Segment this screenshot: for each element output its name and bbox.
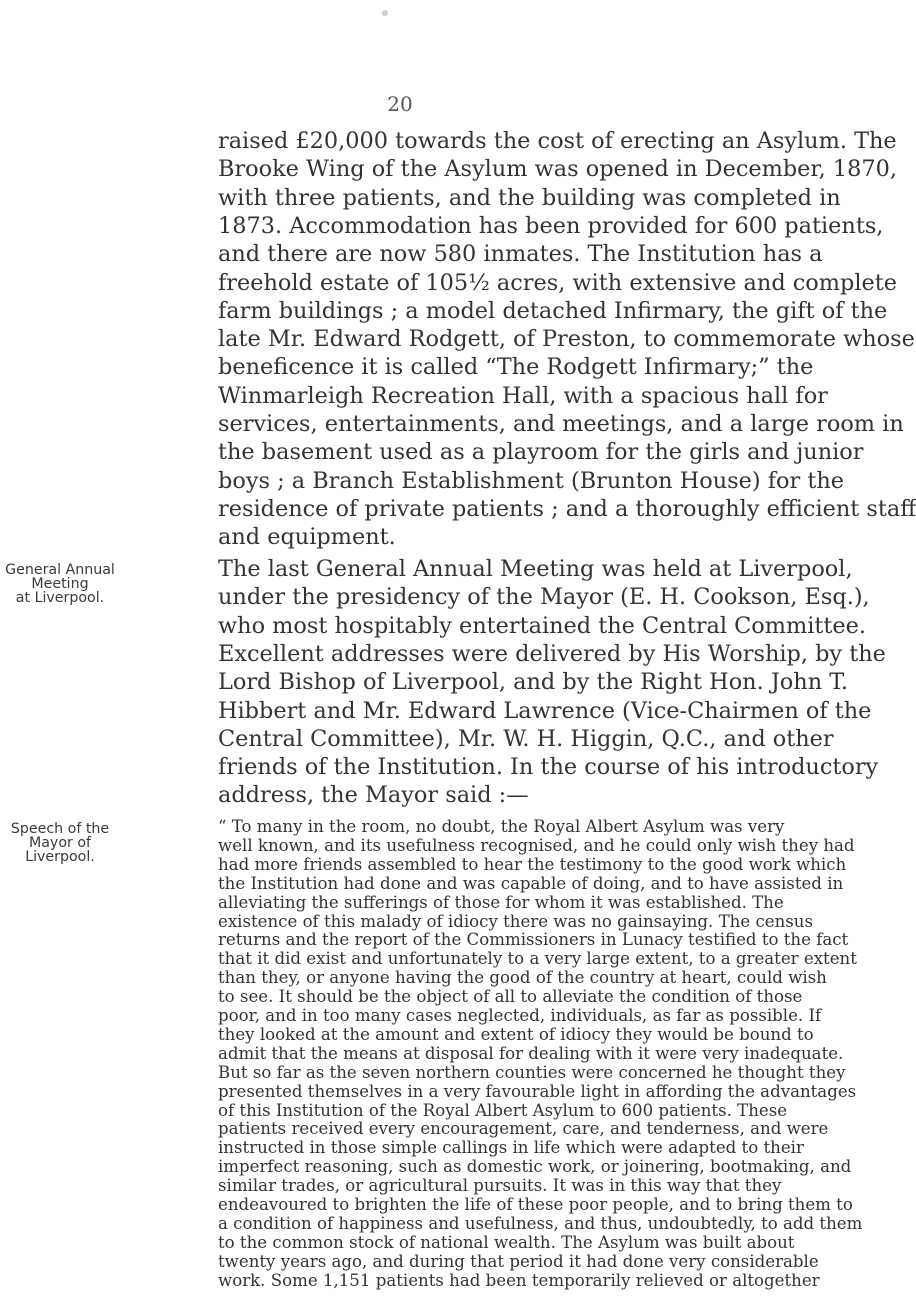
- text-line: who most hospitably entertained the Central Committee.: [218, 612, 867, 639]
- sidenote-line: Meeting: [31, 576, 89, 592]
- text-line: raised £20,000 towards the cost of erecting an Asylum. The: [218, 128, 897, 154]
- text-line: “ To many in the room, no doubt, the Royal Albert Asylum was very: [218, 817, 785, 836]
- page-number: 20: [387, 92, 413, 116]
- text-line: Lord Bishop of Liverpool, and by the Right Hon. John T.: [218, 669, 848, 696]
- sidenote-line: General Annual: [5, 562, 115, 578]
- text-line: under the presidency of the Mayor (E. H. Cookson, Esq.),: [218, 584, 870, 611]
- text-line: instructed in those simple callings in life which were adapted to their: [218, 1138, 804, 1158]
- text-line: The last General Annual Meeting was held at Liverpool,: [218, 556, 853, 582]
- text-line: endeavoured to brighten the life of these poor people, and to bring them to: [218, 1195, 853, 1214]
- text-line: with three patients, and the building was completed in: [218, 184, 841, 211]
- text-line: poor, and in too many cases neglected, individuals, as far as possible. If: [218, 1006, 822, 1025]
- text-line: and there are now 580 inmates. The Institution has a: [218, 241, 823, 268]
- sidenote-general-meeting: [2, 563, 118, 605]
- text-line: patients received every encouragement, care, and tenderness, and were: [218, 1119, 829, 1139]
- text-line: that it did exist and unfortunately to a very large extent, to a greater extent: [218, 949, 857, 969]
- text-line: alleviating the sufferings of those for whom it was established. The: [218, 892, 784, 912]
- text-line: address, the Mayor said :—: [218, 782, 529, 809]
- text-line: Brooke Wing of the Asylum was opened in December, 1870,: [218, 156, 898, 183]
- text-line: Winmarleigh Recreation Hall, with a spacious hall for: [218, 382, 828, 409]
- text-line: similar trades, or agricultural pursuits. It was in this way that they: [218, 1176, 782, 1196]
- text-line: presented themselves in a very favourable light in affording the advantages: [218, 1081, 857, 1101]
- text-line: of this Institution of the Royal Albert Asylum to 600 patients. These: [218, 1100, 788, 1120]
- text-line: work. Some 1,151 patients had been temporarily relieved or altogether: [218, 1270, 820, 1290]
- text-line: admit that the means at disposal for dealing with it were very inadequate.: [218, 1043, 844, 1063]
- text-line: to the common stock of national wealth. The Asylum was built about: [218, 1232, 795, 1252]
- sidenote-line: Speech of the: [10, 821, 110, 837]
- text-line: the Institution had done and was capable of doing, and to have assisted in: [218, 873, 844, 893]
- text-line: freehold estate of 105½ acres, with extensive and complete: [218, 269, 898, 296]
- text-line: twenty years ago, and during that period it had done very considerable: [218, 1251, 819, 1271]
- text-line: had more friends assembled to hear the testimony to the good work which: [218, 854, 847, 874]
- text-line: the basement used as a playroom for the girls and junior: [218, 439, 864, 466]
- text-line: to see. It should be the object of all to alleviate the condition of those: [218, 987, 803, 1007]
- text-line: 1873. Accommodation has been provided for 600 patients,: [218, 212, 884, 239]
- ink-dot: [382, 10, 388, 16]
- text-line: farm buildings ; a model detached Infirmary, the gift of the: [218, 297, 888, 324]
- sidenote-line: at Liverpool.: [15, 590, 105, 606]
- text-line: residence of private patients ; and a thoroughly efficient staff: [218, 495, 916, 522]
- text-line: Excellent addresses were delivered by His Worship, by the: [218, 640, 886, 667]
- text-line: well known, and its usefulness recognised, and he could only wish they had: [218, 835, 855, 855]
- text-line: existence of this malady of idiocy there was no gainsaying. The census: [218, 911, 813, 931]
- text-line: boys ; a Branch Establishment (Brunton House) for the: [218, 467, 844, 494]
- text-line: Central Committee), Mr. W. H. Higgin, Q.C., and other: [218, 725, 834, 752]
- text-line: friends of the Institution. In the course of his introductory: [218, 754, 879, 781]
- text-line: imperfect reasoning, such as domestic work, or joinering, bootmaking, and: [218, 1157, 852, 1177]
- text-line: services, entertainments, and meetings, and a large room in: [218, 411, 904, 437]
- sidenote-line: Mayor of: [28, 835, 92, 851]
- text-line: a condition of happiness and usefulness, and thus, undoubtedly, to add them: [218, 1213, 863, 1233]
- text-line: and equipment.: [218, 524, 396, 551]
- sidenote-mayor-speech: [2, 822, 118, 864]
- text-line: returns and the report of the Commissioners in Lunacy testified to the fact: [218, 930, 849, 950]
- text-line: beneficence it is called “The Rodgett Infirmary;” the: [218, 354, 814, 381]
- text-line: late Mr. Edward Rodgett, of Preston, to commemorate whose: [218, 326, 915, 353]
- text-line: they looked at the amount and extent of idiocy they would be bound to: [218, 1024, 814, 1044]
- text-line: Hibbert and Mr. Edward Lawrence (Vice-Chairmen of the: [218, 697, 872, 724]
- sidenote-line: Liverpool.: [25, 849, 95, 865]
- text-line: than they, or anyone having the good of the country at heart, could wish: [218, 968, 827, 988]
- text-line: But so far as the seven northern counties were concerned he thought they: [218, 1062, 846, 1082]
